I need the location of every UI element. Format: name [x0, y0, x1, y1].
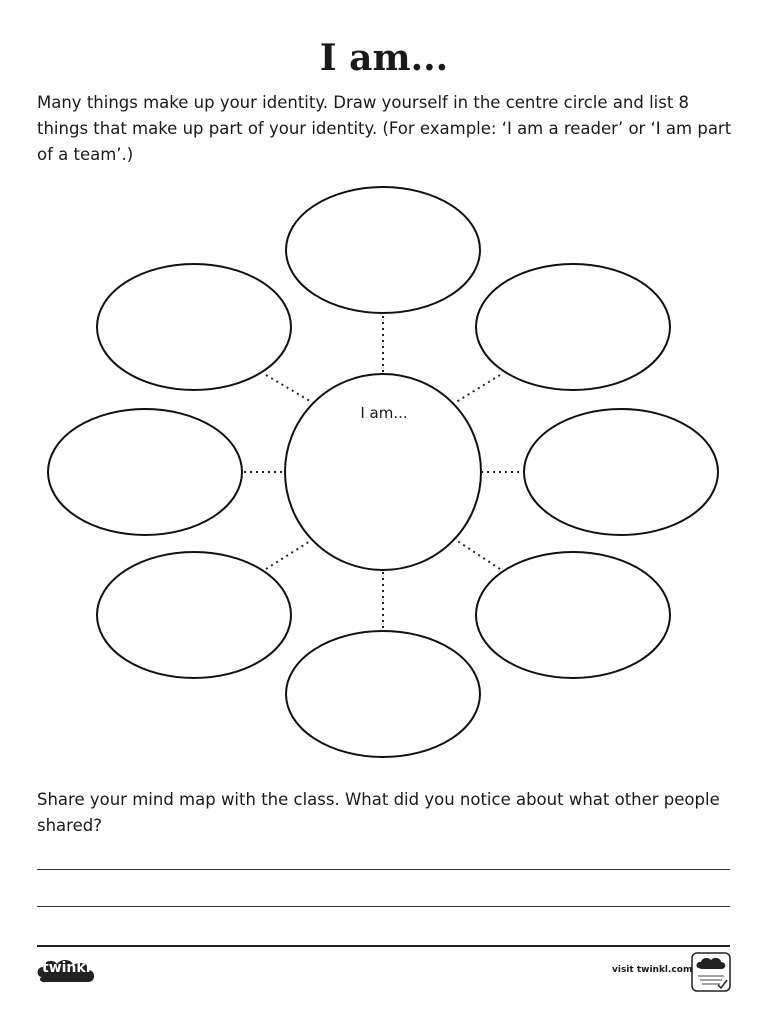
instructions-text: Many things make up your identity. Draw yourself in the centre circle and list 8 things that make up part of your identity. (For example: ‘I am a reader’ or ‘I am part of a team’.)	[37, 93, 732, 164]
bubble-bottom-left[interactable]	[97, 552, 291, 678]
connector-bottom-left	[266, 538, 315, 569]
bubble-bottom-right[interactable]	[476, 552, 670, 678]
page-title: I am...	[319, 37, 449, 79]
twinkl-logo-text: twinkl	[42, 960, 91, 976]
reflection-question: Share your mind map with the class. What did you notice about what other people shared?	[37, 790, 720, 835]
center-circle-label: I am...	[360, 404, 408, 422]
bubble-left[interactable]	[48, 409, 242, 535]
bubble-bottom[interactable]	[286, 631, 480, 757]
bubble-top-left[interactable]	[97, 264, 291, 390]
bubble-top[interactable]	[286, 187, 480, 313]
answer-line[interactable]	[37, 869, 730, 870]
answer-line[interactable]	[37, 906, 730, 907]
visit-link[interactable]: visit twinkl.com	[612, 965, 693, 975]
connector-bottom-right	[453, 538, 500, 569]
bubble-right[interactable]	[524, 409, 718, 535]
quality-standard-approved-badge-icon	[691, 952, 731, 992]
bubble-top-right[interactable]	[476, 264, 670, 390]
connector-top-right	[453, 375, 500, 404]
connector-top-left	[266, 375, 315, 404]
footer-divider	[37, 945, 730, 947]
